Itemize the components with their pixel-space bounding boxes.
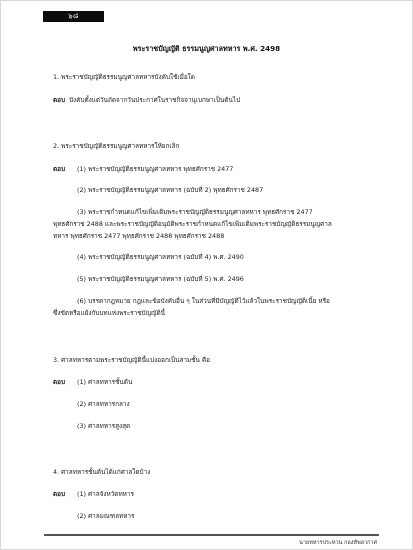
answer-2-item-5: (5) พระราชบัญญัติธรรมนูญศาลทหาร (ฉบับที่ 5) พ.ศ. 2496 xyxy=(77,275,244,283)
answer-2-item-3-cont-1: พุทธศักราช 2488 และพระราชบัญญัติอนุมัติพระราชกำหนดแก้ไขเพิ่มเติมพระราชบัญญัติธรรมนูญศาล xyxy=(53,220,332,228)
answer-2-item-6: (6) บรรดากฎหมาย กฎและข้อบังคับอื่น ๆ ในส่วนที่มีบัญญัติไว้แล้วในพระราชบัญญัติเนี้ย หรือ xyxy=(77,297,330,305)
answer-2-item-2: (2) พระราชบัญญัติธรรมนูญศาลทหาร (ฉบับที่ 2) พุทธศักราช 2487 xyxy=(77,186,264,194)
answer-2-item-1: (1) พระราชบัญญัติธรรมนูญศาลทหาร พุทธศักราช 2477 xyxy=(77,165,234,173)
answer-4-item-2: (2) ศาลมณฑลทหาร xyxy=(77,512,135,520)
question-4: 4. ศาลทหารชั้นต้นได้แก่ศาลใดบ้าง xyxy=(53,468,151,476)
answer-3-item-3: (3) ศาลทหารสูงสุด xyxy=(77,422,131,430)
question-1: 1. พระราชบัญญัติธรรมนูญศาลทหารบังคับใช้เมื่อใด xyxy=(53,73,195,81)
answer-2-item-6-cont: ซึ่งขัดหรือแย้งกับบทแห่งพระราชบัญญัตินี้ xyxy=(53,309,165,317)
document-title: พระราชบัญญัติ ธรรมนูญศาลทหาร พ.ศ. 2498 xyxy=(132,44,281,53)
page-number: ๖๘ xyxy=(43,11,104,22)
answer-4-item-1: (1) ศาลจังหวัดทหาร xyxy=(77,490,134,498)
footer-credit: นายทหารประทวน กองทัพอากาศ xyxy=(299,540,377,546)
question-3: 3. ศาลทหารตามพระราชบัญญัตินี้แบ่งออกเป็นสามชั้น คือ xyxy=(53,356,210,364)
question-2: 2. พระราชบัญญัติธรรมนูญศาลทหารให้ยกเลิก xyxy=(53,142,180,150)
answer-label-4: ตอบ xyxy=(53,490,66,498)
answer-3-item-2: (2) ศาลทหารกลาง xyxy=(77,400,130,408)
answer-1-line-1: บังคับตั้งแต่วันถัดจากวันประกาศในราชกิจจานุเบกษาเป็นต้นไป xyxy=(69,96,241,104)
answer-label-1: ตอบ xyxy=(53,96,66,104)
answer-label-2: ตอบ xyxy=(53,165,66,173)
answer-3-item-1: (1) ศาลทหารชั้นต้น xyxy=(77,378,133,386)
answer-label-3: ตอบ xyxy=(53,378,66,386)
footer-rule xyxy=(44,534,379,536)
answer-2-item-3-cont-2: ทหาร พุทธศักราช 2477 พุทธศักราช 2488 พุทธศักราช 2488 xyxy=(53,232,225,240)
answer-2-item-4: (4) พระราชบัญญัติธรรมนูญศาลทหาร (ฉบับที่ 4) พ.ศ. 2490 xyxy=(77,253,244,261)
answer-2-item-3: (3) พระราชกำหนดแก้ไขเพิ่มเติมพระราชบัญญัติธรรมนูญศาลทหาร พุทธศักราช 2477 xyxy=(77,208,313,216)
